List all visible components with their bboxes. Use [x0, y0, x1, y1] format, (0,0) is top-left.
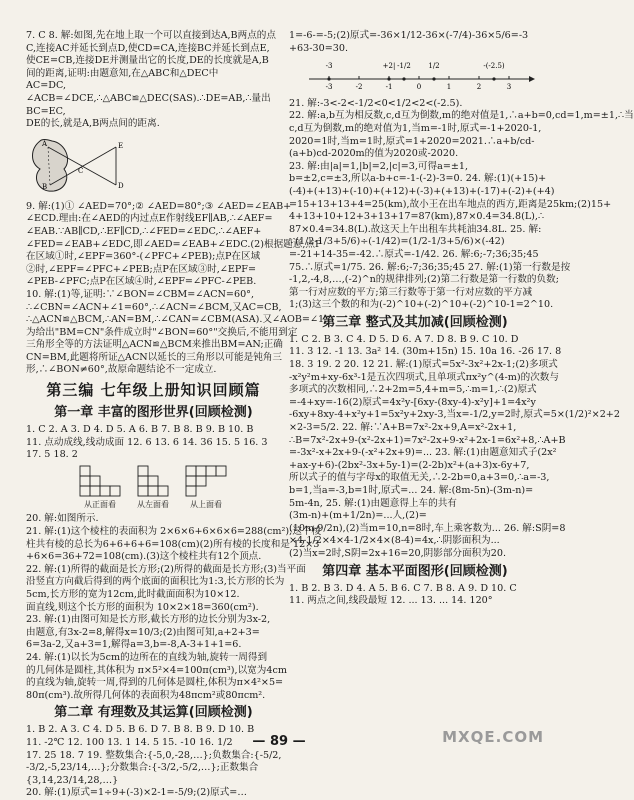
text-line: 柱共有棱的总长为6+6+6+6=108(cm)(2)所有棱的长度和是 12×3 [26, 538, 320, 550]
number-line-tick-label: 2 [476, 83, 482, 92]
text-line: 18. 3 19. 2 20. 12 21. 解:(1)原式=5x²-3x²+2x-1;(2)多项式 [289, 359, 558, 371]
q9-10-answers [26, 200, 334, 377]
text-line: 10. 解:(1)等,证明:∵∠BON=∠CBM=∠ACN=60°, [26, 288, 255, 300]
text-line: +6×6=36+72=108(cm).(3)这个棱柱共有12个顶点. [26, 551, 262, 563]
number-line-point [432, 78, 435, 81]
front-view [78, 464, 122, 512]
chapter3-answers [289, 333, 620, 561]
number-line-tick-label: -3 [325, 83, 333, 92]
number-line-point-label: -1/2 [397, 62, 411, 71]
text-line: ∴B=7x²-2x+9-(x²-2x+1)=7x²-2x+9-x²+2x-1=6x²+8,∴A+B [289, 434, 566, 446]
q20-answer: 20. 解:如图所示. [26, 513, 99, 525]
text-line: ∵(1/2-1/3+5/6)÷(-1/42)=(1/2-1/3+5/6)×(-42) [289, 236, 505, 248]
text-line: {3,14,23/14,28,…} [26, 774, 119, 786]
text-line: 24. 解:(1)以长为5cm的边所在的直线为轴,旋转一周得到 [26, 651, 268, 663]
chapter1-title: 第一章 丰富的图形世界(回顾检测) [54, 405, 253, 421]
text-line: 形,∴∠BON≠60°,故原命题结论不一定成立. [26, 364, 217, 376]
chapter4-title: 第四章 基本平面图形(回顾检测) [322, 563, 508, 579]
part-title: 第三编 七年级上册知识回顾篇 [46, 381, 261, 400]
svg-text:D: D [118, 181, 124, 190]
svg-text:B: B [42, 182, 48, 191]
text-line: 5cm,长方形的宽为12cm,此时截面面积为10×12. [26, 589, 240, 600]
top-view-label: 从上面看 [190, 499, 222, 509]
three-views-figure [78, 464, 281, 512]
text-line: ∴△ACN≌△BCM,∴AN=BM,∴∠CAN=∠CBM(ASA).又∠AOB=∠1,∴ [26, 314, 334, 326]
text-line: 的直线为轴,旋转一周,得到的几何体是圆柱,体积为π×4²×5= [26, 677, 284, 689]
text-line: 87×0.4=34.8(L).故这天上午出租车共耗油34.8L. 25. 解: [289, 223, 542, 235]
text-line: (3m-n)+(m+1/2n)=...人,(2)= [289, 510, 427, 522]
text-line: =-4+xy=-16(2)原式=4x²y-[6xy-(8xy-4)-x²y]+1=4x²y [289, 396, 536, 408]
number-line [289, 57, 539, 91]
text-line: (a+b)cd-2020m的值为2020或-2020. [289, 148, 459, 160]
text-line: 第一行对应数的平方;第三行数等于第一行对应数的平方减 [289, 286, 533, 298]
top-view [184, 464, 228, 512]
number-line-point [402, 78, 405, 81]
text-line: c,d互为倒数,m的绝对值为1,当m=-1时,原式=-1+2020-1, [289, 122, 542, 134]
text-line: 23. 解:(1)由图可知是长方形,截长方形的边长分别为3x-2, [26, 614, 271, 626]
text-line: 1;(3)这三个数的和为(-2)^10+(-2)^10+(-2)^10-1=2^10. [289, 299, 554, 311]
text-line: -3/2,-5,23/14,…};分数集合:{-3/2,-5/2,…};正数集合 [26, 762, 259, 774]
text-line: (2)当x=2时,S阴=2x+16=20,阴影部分面积为20. [289, 547, 507, 559]
text-line: 为给出"BM=CN"条件成立时"∠BON=60°"交换后,不能用到定 [26, 326, 298, 338]
text-line: 在区域①时,∠EPF=360°-(∠PFC+∠PEB);点P在区域 [26, 251, 261, 263]
number-line-point-label: -(-2.5) [483, 62, 505, 71]
text-line: DE的长,就是A,B两点间的距离. [26, 118, 160, 130]
text-line: ∠PEB-∠PFC;点P在区域④时,∠EPF=∠PFC-∠PEB. [26, 276, 257, 288]
text-line: 11. 3 12. -1 13. 3a² 14. (30m+15n) 15. 10a 16. -26 17. 8 [289, 346, 562, 358]
q21-answer: 21. 解:-3<-2<-1/2<0<1/2<2<(-2.5). [289, 97, 463, 109]
text-line: 三角形全等的方法证明△ACN≌△BCM来推出BM=AN;正确 [26, 339, 283, 351]
q20-continued [289, 30, 541, 55]
text-line: ∠EAB.∵AB∥CD,∴EF∥CD,∴∠FED=∠EDC,∴∠AEF+ [26, 225, 262, 237]
text-line: b=1,当a=-3,b=1时,原式=... 24. 解:(8m-5n)-(3m-n)= [289, 485, 534, 496]
number-line-tick-label: -2 [355, 83, 363, 92]
text-line: 1. C 2. B 3. C 4. D 5. D 6. A 7. D 8. B 9. C 10. D [289, 333, 519, 345]
chapter1-answers [26, 424, 281, 462]
text-line: -6xy+8xy-4+x²y+1=5x²y+2xy-3,当x=-1/2,y=2时,原式=5×(1/2)²×2+2 [289, 409, 620, 421]
text-line: -x²y²m+xy-6x³-1是五次四项式,且单项式πx²y^(4-m)的次数与 [289, 371, 559, 383]
text-line: 80π(cm³).故所得几何体的表面积为48πcm²或80πcm². [26, 689, 266, 701]
text-line: 21. 解:(1)这个棱柱的表面积为 2×6×6+6×6×6=288(cm²);这个棱 [26, 526, 322, 538]
text-line: 沿竖直方向截后得到的两个底面的面积比为1:3,长方形的长为 [26, 576, 285, 588]
text-line: AC=DC, [26, 80, 67, 92]
text-line: -1,2,-4,8,…,(-2)^n的规律排列;(2)第二行数是第一行数的负数; [289, 274, 559, 286]
cashew-figure [26, 133, 126, 199]
text-line: b=±2,c=±3,所以a-b+c=-1-(-2)-3=0. 24. 解:(1)(+15)+ [289, 173, 547, 185]
number-line-point-label: 1/2 [428, 62, 440, 71]
text-line: 1. B 2. B 3. D 4. A 5. B 6. C 7. B 8. A 9. D 10. C [289, 582, 517, 594]
chapter4-answers [289, 583, 541, 608]
text-line: 1. B 2. A 3. C 4. D 5. B 6. D 7. B 8. B 9. D 10. B [26, 724, 255, 736]
text-line: 11. 点动成线,线动成面 12. 6 13. 6 14. 36 15. 5 16. 3 [26, 436, 268, 448]
text-line: BC=EC, [26, 105, 66, 117]
text-line: CN=BM,此题将所证△ACN以延长的三角形以可能是钝角三 [26, 351, 283, 363]
text-line: +ax-y+6)-(2bx²-3x+5y-1)=(2-2b)x²+(a+3)x-6y+7, [289, 459, 530, 471]
text-line: ∠ACB=∠DCE,∴△ABC≌△DEC(SAS).∴DE=AB,∴量出 [26, 92, 271, 104]
text-line: 11. 两点之间,线段最短 12. ... 13. ... 14. 120° [289, 595, 493, 607]
text-line: ×4-1/2×4×4-1/2×4×(8-4)=4x,∴阴影面积为... [289, 535, 500, 547]
text-line: =15+13+13+4=25(km),故小王在出车地点的西方,距离是25km;(2)15+ [289, 198, 612, 210]
number-line-tick-label: 1 [446, 83, 452, 92]
text-line: 由题意,有3x-2=8,解得x=10/3;(2)由图可知,a+2+3= [26, 626, 260, 638]
text-line: 的几何体是圆柱,其体积为 π×5²×4=100π(cm³),以宽为4cm [26, 664, 287, 676]
svg-text:E: E [118, 141, 124, 150]
right-column [289, 30, 634, 608]
number-line-tick-label: -1 [385, 83, 393, 92]
text-line: 1. C 2. A 3. D 4. D 5. A 6. B 7. B 8. B 9. B 10. B [26, 424, 254, 436]
text-line: 使CE=CB,连接DE并测量出它的长度,DE的长度就是A,B [26, 55, 269, 67]
front-view-label: 从正面看 [84, 499, 116, 509]
q21-24-answers [26, 526, 322, 702]
text-line: =-21+14-35=-42.∴原式=-1/42. 26. 解:6;-7;36;35;45 [289, 248, 539, 260]
q7-8-answers [26, 30, 281, 131]
left-view [136, 464, 170, 512]
number-line-point [492, 78, 495, 81]
text-line: (-4)+(+13)+(-10)+(+12)+(-3)+(+13)+(-17)+(-2)+(+4) [289, 185, 555, 197]
number-line-point [327, 78, 330, 81]
text-line: 所以式子的值与字母x的取值无关,∴2-2b=0,a+3=0,∴a=-3, [289, 472, 550, 484]
text-line: 4+13+10+12+3+13+17=87(km),87×0.4=34.8(L),∴ [289, 211, 545, 223]
text-line: 22. 解:a,b互为相反数,c,d互为倒数,m的绝对值是1,∴a+b=0,cd=1,m=±1,∴当 [289, 110, 634, 122]
left-view-label: 从左面看 [137, 499, 169, 509]
text-line: 1=-6-=-5;(2)原式=-36×1/12-36×(-7/4)-36×5/6=-3 [289, 30, 529, 41]
text-line: ×2-3=5/2. 22. 解:∵A+B=7x²-2x+9,A=x²-2x+1, [289, 422, 517, 434]
number-line-point-label: -3 [325, 62, 333, 71]
text-line: 20. 解:(1)原式=1÷9+(-3)×2-1=-5/9;(2)原式=… [26, 787, 247, 799]
text-line: 多项式的次数相同,∴2+2m=5,4+m=5,∴m=1,∴(2)原式 [289, 384, 537, 396]
text-line: 23. 解:由|a|=1,|b|=2,|c|=3,可得a=±1, [289, 160, 469, 172]
number-line-point [387, 78, 390, 81]
text-line: 9. 解:(1)① ∠AED=70°;② ∠AED=80°;③ ∠AED=∠EAB+ [26, 200, 292, 212]
number-line-tick-label: 3 [506, 83, 512, 92]
chapter2-title: 第二章 有理数及其运算(回顾检测) [54, 705, 253, 721]
svg-text:C: C [78, 166, 84, 175]
text-line: 2020=1时,当m=1时,原式=1+2020=2021.∴a+b/cd- [289, 135, 535, 147]
text-line: ∴∠CBN=∠ACN+∠1=60°,∴∠ACN=∠BCM,又AC=CB, [26, 301, 282, 313]
text-line: 75.∴原式=1/75. 26. 解:6;-7;36;35;45 27. 解:(1)第一行数是按 [289, 261, 571, 273]
chapter3-title: 第三章 整式及其加减(回顾检测) [322, 314, 508, 330]
text-line: 7. C 8. 解:如图,先在地上取一个可以直接到达A,B两点的点 [26, 30, 276, 41]
text-line: (10m-9/2n),(2)当m=10,n=8时,车上乘客数为... 26. 解:S阴=8 [289, 522, 566, 534]
text-line: ∠FED=∠EAB+∠EDC,即∠AED=∠EAB+∠EDC.(2)根据题意,点P [26, 238, 322, 250]
text-line: 5m-4n, 25. 解:(1)由题意得上车的共有 [289, 497, 457, 509]
text-line: 面直线,则这个长方形的面积为 10×2×18=360(cm²). [26, 601, 259, 613]
text-line: 6=3a-2,又a+3=1,解得a=3,b=-8,A-3+1+1=6. [26, 639, 242, 651]
text-line: +63-30=30. [289, 42, 348, 54]
text-line: 22. 解:(1)所得的截面是长方形;(2)所得的截面是长方形;(3)当平面 [26, 563, 306, 575]
text-line: =-3x²-x+2x+9-(-x²+2x+9)=... 23. 解:(1)由题意知式子(2x² [289, 447, 557, 459]
text-line: C,连接AC并延长到点D,使CD=CA,连接BC并延长到点E, [26, 42, 270, 54]
page-number: — 89 — [252, 734, 306, 749]
watermark-logo: MXQE.COM [442, 728, 544, 746]
text-line: 17. 5 18. 2 [26, 449, 78, 461]
text-line: 间的距离,证明:由题意知,在△ABC和△DEC中 [26, 67, 219, 79]
number-line-point-label: +2| [382, 62, 396, 71]
text-line: ②时,∠EPF=∠PFC+∠PEB;点P在区域③时,∠EPF= [26, 263, 256, 275]
number-line-tick-label: 0 [416, 83, 422, 92]
q22-27-answers [289, 110, 634, 312]
svg-text:A: A [42, 139, 48, 148]
text-line: ∠ECD.理由:在∠AED的内过点E作射线EF∥AB,∴∠AEF= [26, 213, 273, 225]
text-line: 17. 25 18. 7 19. 整数集合:{-5,0,-28,…};负数集合:{-5/2, [26, 749, 282, 761]
text-line: 11. -2℃ 12. 100 13. 1 14. 5 15. -10 16. 1/2 [26, 736, 233, 748]
